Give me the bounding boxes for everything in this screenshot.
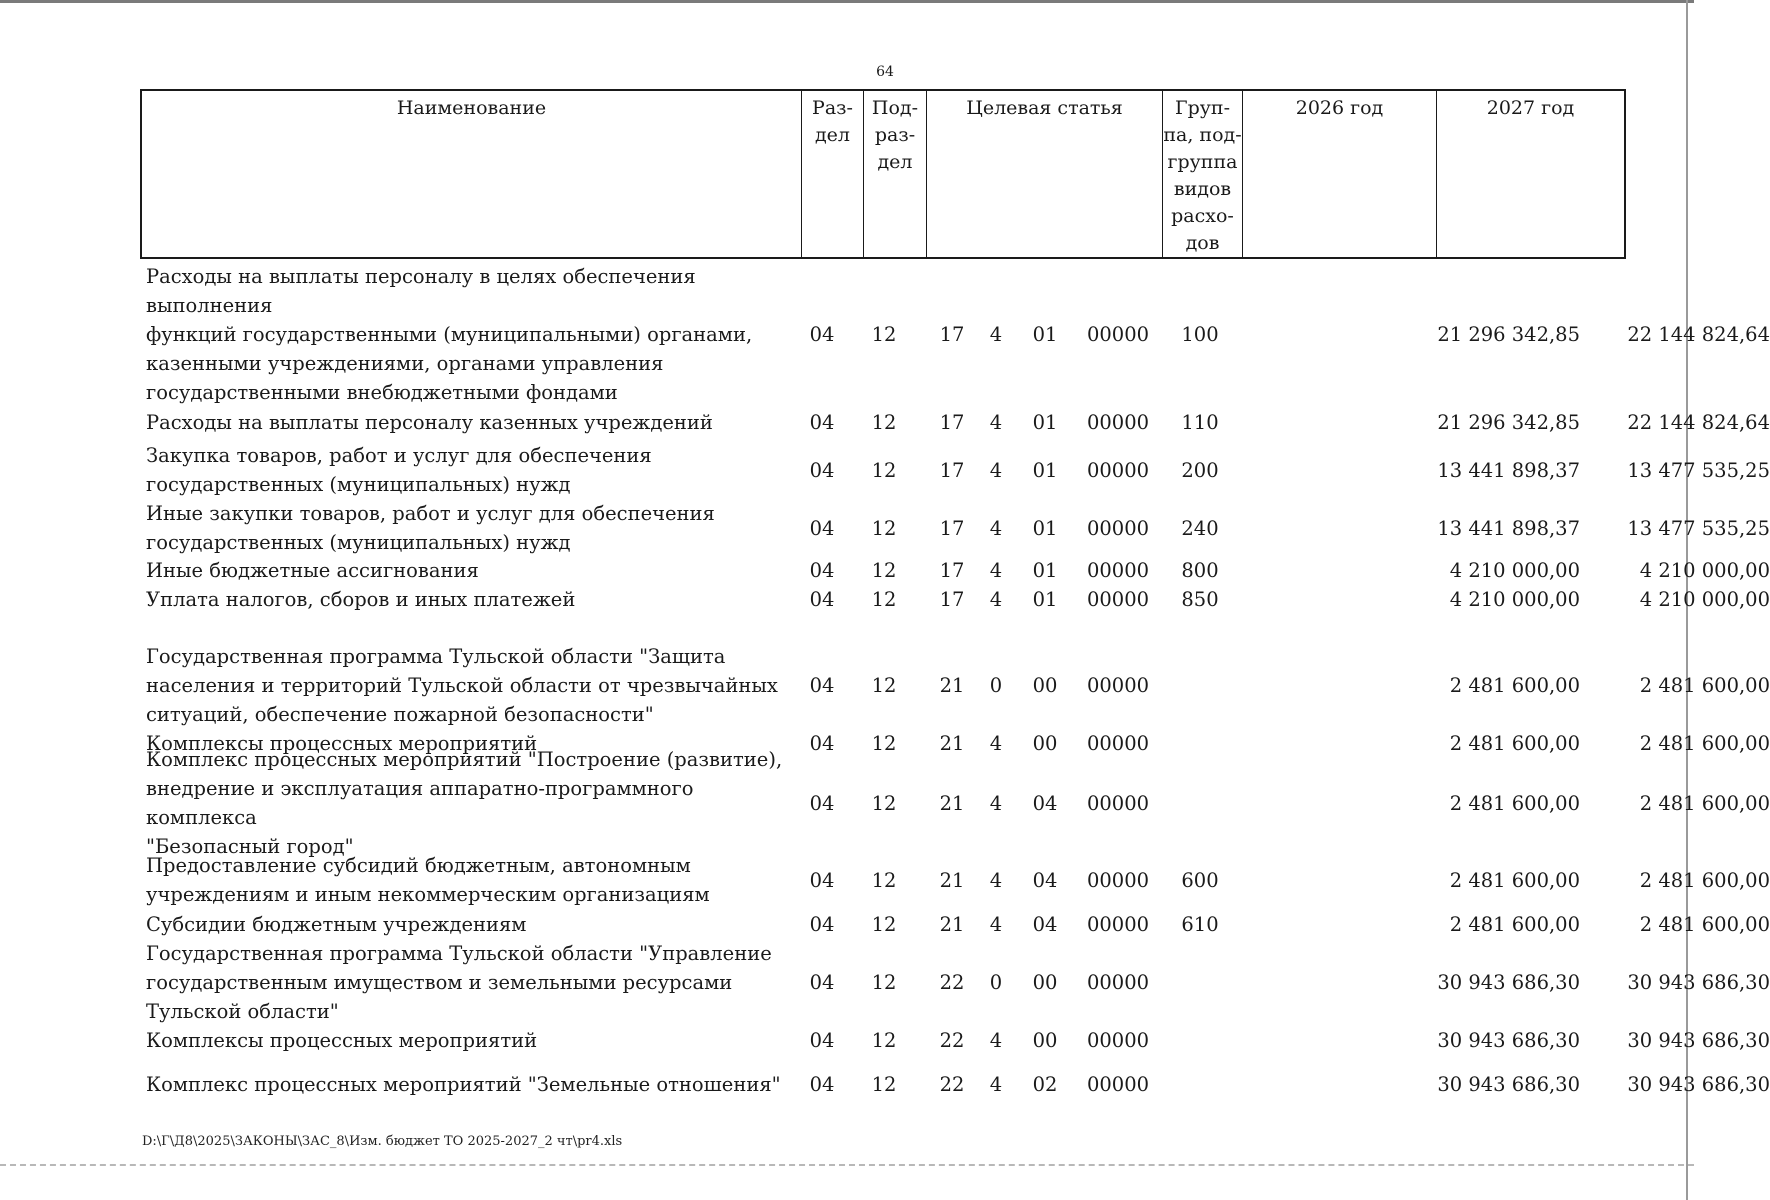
expense-group-cell: 200 xyxy=(1181,458,1219,482)
target-program-cell: 17 xyxy=(939,558,965,582)
header-group: Груп- па, под- группа видов расхо- дов xyxy=(1163,91,1243,257)
row-name-line: Государственная программа Тульской области "Защита xyxy=(146,644,726,668)
target-direction-cell: 00000 xyxy=(1086,322,1150,346)
target-direction-cell: 00000 xyxy=(1086,791,1150,815)
table-row xyxy=(140,909,1770,939)
row-name-line: учреждениям и иным некоммерческим организациям xyxy=(146,883,710,906)
target-direction-cell: 00000 xyxy=(1086,516,1150,540)
target-subprogram-cell: 01 xyxy=(1032,587,1058,611)
row-name xyxy=(146,499,786,557)
table-row xyxy=(140,557,1770,583)
target-direction-cell: 00000 xyxy=(1086,673,1150,697)
row-name-line: ситуаций, обеспечение пожарной безопасности" xyxy=(146,702,654,726)
amount-2027-cell: 13 477 535,25 xyxy=(1627,516,1770,540)
row-name-line: государственных (муниципальных) нужд xyxy=(146,473,571,496)
target-subprogram-cell: 02 xyxy=(1032,1072,1058,1096)
header-year-2026: 2026 год xyxy=(1243,91,1437,257)
target-program-cell: 22 xyxy=(939,970,965,994)
target-program-cell: 22 xyxy=(939,1072,965,1096)
podrazdel-cell: 12 xyxy=(871,1072,897,1096)
row-name-line: государственных (муниципальных) нужд xyxy=(146,531,571,554)
row-name-line: государственными внебюджетными фондами xyxy=(146,380,618,404)
row-name xyxy=(146,627,786,743)
amount-2026-cell: 30 943 686,30 xyxy=(1437,1072,1580,1096)
podrazdel-cell: 12 xyxy=(871,1028,897,1052)
amount-2026-cell: 2 481 600,00 xyxy=(1449,673,1580,697)
target-subprogram-cell: 01 xyxy=(1032,458,1058,482)
row-name-line: Комплексы процессных мероприятий xyxy=(146,1028,538,1052)
target-direction-cell: 00000 xyxy=(1086,731,1150,755)
row-name-line: казенными учреждениями, органами управления xyxy=(146,351,664,375)
amount-2026-cell: 30 943 686,30 xyxy=(1437,1028,1580,1052)
target-direction-cell: 00000 xyxy=(1086,1028,1150,1052)
expense-group-cell xyxy=(1170,1025,1230,1055)
amount-2026-cell: 13 441 898,37 xyxy=(1437,516,1580,540)
target-subprogram-cell: 00 xyxy=(1032,731,1058,755)
row-name xyxy=(146,748,786,858)
amount-2027-cell: 2 481 600,00 xyxy=(1639,791,1770,815)
row-name-line: Расходы на выплаты персоналу в целях обеспечения выполнения xyxy=(146,264,696,317)
target-program-cell: 17 xyxy=(939,516,965,540)
target-type-cell: 4 xyxy=(989,912,1003,936)
razdel-cell: 04 xyxy=(809,587,835,611)
podrazdel-cell: 12 xyxy=(871,558,897,582)
razdel-cell: 04 xyxy=(809,791,835,815)
file-path-footer: D:\Г\Д8\2025\ЗАКОНЫ\ЗАС_8\Изм. бюджет ТО 2025-2027_2 чт\pr4.xls xyxy=(142,1134,623,1149)
table-row xyxy=(140,441,1770,499)
row-name xyxy=(146,909,786,939)
podrazdel-cell: 12 xyxy=(871,912,897,936)
target-subprogram-cell: 01 xyxy=(1032,516,1058,540)
amount-2027-cell: 30 943 686,30 xyxy=(1627,1072,1770,1096)
target-subprogram-cell: 00 xyxy=(1032,1028,1058,1052)
target-type-cell: 0 xyxy=(989,673,1003,697)
target-program-cell: 17 xyxy=(939,322,965,346)
expense-group-cell xyxy=(1170,728,1230,758)
target-type-cell: 4 xyxy=(989,1028,1003,1052)
podrazdel-cell: 12 xyxy=(871,516,897,540)
row-name xyxy=(146,1064,786,1104)
target-type-cell: 4 xyxy=(989,516,1003,540)
expense-group-cell: 110 xyxy=(1181,410,1219,434)
target-direction-cell: 00000 xyxy=(1086,912,1150,936)
razdel-cell: 04 xyxy=(809,868,835,892)
target-program-cell: 17 xyxy=(939,587,965,611)
target-type-cell: 4 xyxy=(989,458,1003,482)
row-name-line: Государственная программа Тульской области "Управление xyxy=(146,941,772,965)
row-name xyxy=(146,264,786,404)
target-subprogram-cell: 01 xyxy=(1032,410,1058,434)
razdel-cell: 04 xyxy=(809,558,835,582)
podrazdel-cell: 12 xyxy=(871,673,897,697)
table-row xyxy=(140,939,1770,1025)
target-subprogram-cell: 04 xyxy=(1032,791,1058,815)
page-number: 64 xyxy=(876,64,894,80)
razdel-cell: 04 xyxy=(809,970,835,994)
expense-group-cell xyxy=(1170,1064,1230,1104)
target-direction-cell: 00000 xyxy=(1086,410,1150,434)
amount-2026-cell: 21 296 342,85 xyxy=(1437,322,1580,346)
expense-group-cell xyxy=(1170,627,1230,743)
row-name-line: Иные закупки товаров, работ и услуг для обеспечения xyxy=(146,502,715,525)
table-row xyxy=(140,585,1770,613)
target-direction-cell: 00000 xyxy=(1086,458,1150,482)
amount-2027-cell: 30 943 686,30 xyxy=(1627,1028,1770,1052)
row-name-line: Комплексы процессных мероприятий xyxy=(146,731,538,755)
podrazdel-cell: 12 xyxy=(871,322,897,346)
expense-group-cell: 100 xyxy=(1181,322,1219,346)
amount-2027-cell: 30 943 686,30 xyxy=(1627,970,1770,994)
amount-2027-cell: 22 144 824,64 xyxy=(1627,322,1770,346)
table-row xyxy=(140,404,1770,440)
header-year-2027: 2027 год xyxy=(1486,97,1575,119)
row-name-line: Уплата налогов, сборов и иных платежей xyxy=(146,587,576,611)
target-subprogram-cell: 00 xyxy=(1032,970,1058,994)
podrazdel-cell: 12 xyxy=(871,458,897,482)
target-type-cell: 4 xyxy=(989,791,1003,815)
row-name-line: Комплекс процессных мероприятий "Построение (развитие), xyxy=(146,748,783,771)
row-name-line: государственным имуществом и земельными ресурсами xyxy=(146,970,733,994)
amount-2026-cell: 2 481 600,00 xyxy=(1449,868,1580,892)
amount-2026-cell: 2 481 600,00 xyxy=(1449,912,1580,936)
table-row xyxy=(140,1025,1770,1055)
amount-2027-cell: 2 481 600,00 xyxy=(1639,868,1770,892)
row-name-line: Иные бюджетные ассигнования xyxy=(146,558,479,582)
row-name xyxy=(146,851,786,909)
target-subprogram-cell: 04 xyxy=(1032,868,1058,892)
razdel-cell: 04 xyxy=(809,458,835,482)
target-type-cell: 4 xyxy=(989,410,1003,434)
target-direction-cell: 00000 xyxy=(1086,558,1150,582)
header-podrazdel: Под- раз- дел xyxy=(864,91,927,257)
table-row xyxy=(140,748,1770,858)
table-row xyxy=(140,499,1770,557)
row-name xyxy=(146,939,786,1025)
target-direction-cell: 00000 xyxy=(1086,970,1150,994)
target-direction-cell: 00000 xyxy=(1086,1072,1150,1096)
expense-group-cell: 240 xyxy=(1181,516,1219,540)
amount-2027-cell: 2 481 600,00 xyxy=(1639,912,1770,936)
target-program-cell: 21 xyxy=(939,912,965,936)
row-name-line: населения и территорий Тульской области от чрезвычайных xyxy=(146,673,778,697)
target-type-cell: 4 xyxy=(989,731,1003,755)
row-name-line: Предоставление субсидий бюджетным, автономным xyxy=(146,854,691,877)
target-type-cell: 4 xyxy=(989,868,1003,892)
page-edge xyxy=(0,1164,1694,1166)
razdel-cell: 04 xyxy=(809,1028,835,1052)
target-subprogram-cell: 01 xyxy=(1032,558,1058,582)
podrazdel-cell: 12 xyxy=(871,970,897,994)
amount-2027-cell: 2 481 600,00 xyxy=(1639,731,1770,755)
row-name-line: функций государственными (муниципальными) органами, xyxy=(146,322,753,346)
target-direction-cell: 00000 xyxy=(1086,868,1150,892)
row-name xyxy=(146,1025,786,1055)
amount-2026-cell: 4 210 000,00 xyxy=(1449,558,1580,582)
target-program-cell: 21 xyxy=(939,791,965,815)
row-name xyxy=(146,441,786,499)
target-type-cell: 4 xyxy=(989,1072,1003,1096)
razdel-cell: 04 xyxy=(809,322,835,346)
target-direction-cell: 00000 xyxy=(1086,587,1150,611)
expense-group-cell: 610 xyxy=(1181,912,1219,936)
table-row xyxy=(140,264,1770,404)
target-type-cell: 4 xyxy=(989,558,1003,582)
amount-2027-cell: 2 481 600,00 xyxy=(1639,673,1770,697)
row-name-line: Расходы на выплаты персоналу казенных учреждений xyxy=(146,410,713,434)
razdel-cell: 04 xyxy=(809,516,835,540)
target-program-cell: 22 xyxy=(939,1028,965,1052)
row-name xyxy=(146,585,786,613)
podrazdel-cell: 12 xyxy=(871,587,897,611)
target-program-cell: 17 xyxy=(939,410,965,434)
row-name-line: Закупка товаров, работ и услуг для обеспечения xyxy=(146,444,652,467)
target-type-cell: 4 xyxy=(989,587,1003,611)
razdel-cell: 04 xyxy=(809,912,835,936)
amount-2026-cell: 2 481 600,00 xyxy=(1449,791,1580,815)
row-name xyxy=(146,404,786,440)
table-row xyxy=(140,1064,1770,1104)
razdel-cell: 04 xyxy=(809,1072,835,1096)
target-program-cell: 17 xyxy=(939,458,965,482)
header-target-article: Целевая статья xyxy=(927,91,1163,257)
amount-2026-cell: 4 210 000,00 xyxy=(1449,587,1580,611)
table-header xyxy=(140,89,1626,259)
amount-2026-cell: 2 481 600,00 xyxy=(1449,731,1580,755)
target-type-cell: 0 xyxy=(989,970,1003,994)
target-program-cell: 21 xyxy=(939,868,965,892)
podrazdel-cell: 12 xyxy=(871,791,897,815)
row-name xyxy=(146,557,786,583)
amount-2026-cell: 13 441 898,37 xyxy=(1437,458,1580,482)
expense-group-cell xyxy=(1170,759,1230,847)
amount-2027-cell: 4 210 000,00 xyxy=(1639,558,1770,582)
row-name-line: Тульской области" xyxy=(146,999,339,1023)
razdel-cell: 04 xyxy=(809,731,835,755)
table-row xyxy=(140,627,1770,743)
target-subprogram-cell: 01 xyxy=(1032,322,1058,346)
expense-group-cell: 800 xyxy=(1181,558,1219,582)
target-program-cell: 21 xyxy=(939,731,965,755)
row-name-line: внедрение и эксплуатация аппаратно-программного комплекса xyxy=(146,777,694,829)
row-name-line: "Безопасный город" xyxy=(146,835,354,858)
amount-2027-cell: 4 210 000,00 xyxy=(1639,587,1770,611)
razdel-cell: 04 xyxy=(809,673,835,697)
target-type-cell: 4 xyxy=(989,322,1003,346)
expense-group-cell xyxy=(1170,939,1230,1025)
podrazdel-cell: 12 xyxy=(871,731,897,755)
target-subprogram-cell: 00 xyxy=(1032,673,1058,697)
row-name-line: Субсидии бюджетным учреждениям xyxy=(146,912,527,936)
amount-2026-cell: 30 943 686,30 xyxy=(1437,970,1580,994)
row-name-line: Комплекс процессных мероприятий "Земельные отношения" xyxy=(146,1072,781,1096)
amount-2027-cell: 13 477 535,25 xyxy=(1627,458,1770,482)
target-subprogram-cell: 04 xyxy=(1032,912,1058,936)
amount-2027-cell: 22 144 824,64 xyxy=(1627,410,1770,434)
header-name: Наименование xyxy=(142,91,802,257)
amount-2026-cell: 21 296 342,85 xyxy=(1437,410,1580,434)
page-edge xyxy=(0,0,1694,3)
expense-group-cell: 850 xyxy=(1181,587,1219,611)
target-program-cell: 21 xyxy=(939,673,965,697)
razdel-cell: 04 xyxy=(809,410,835,434)
table-row xyxy=(140,851,1770,909)
podrazdel-cell: 12 xyxy=(871,410,897,434)
expense-group-cell: 600 xyxy=(1181,868,1219,892)
podrazdel-cell: 12 xyxy=(871,868,897,892)
header-razdel: Раз- дел xyxy=(802,91,864,257)
